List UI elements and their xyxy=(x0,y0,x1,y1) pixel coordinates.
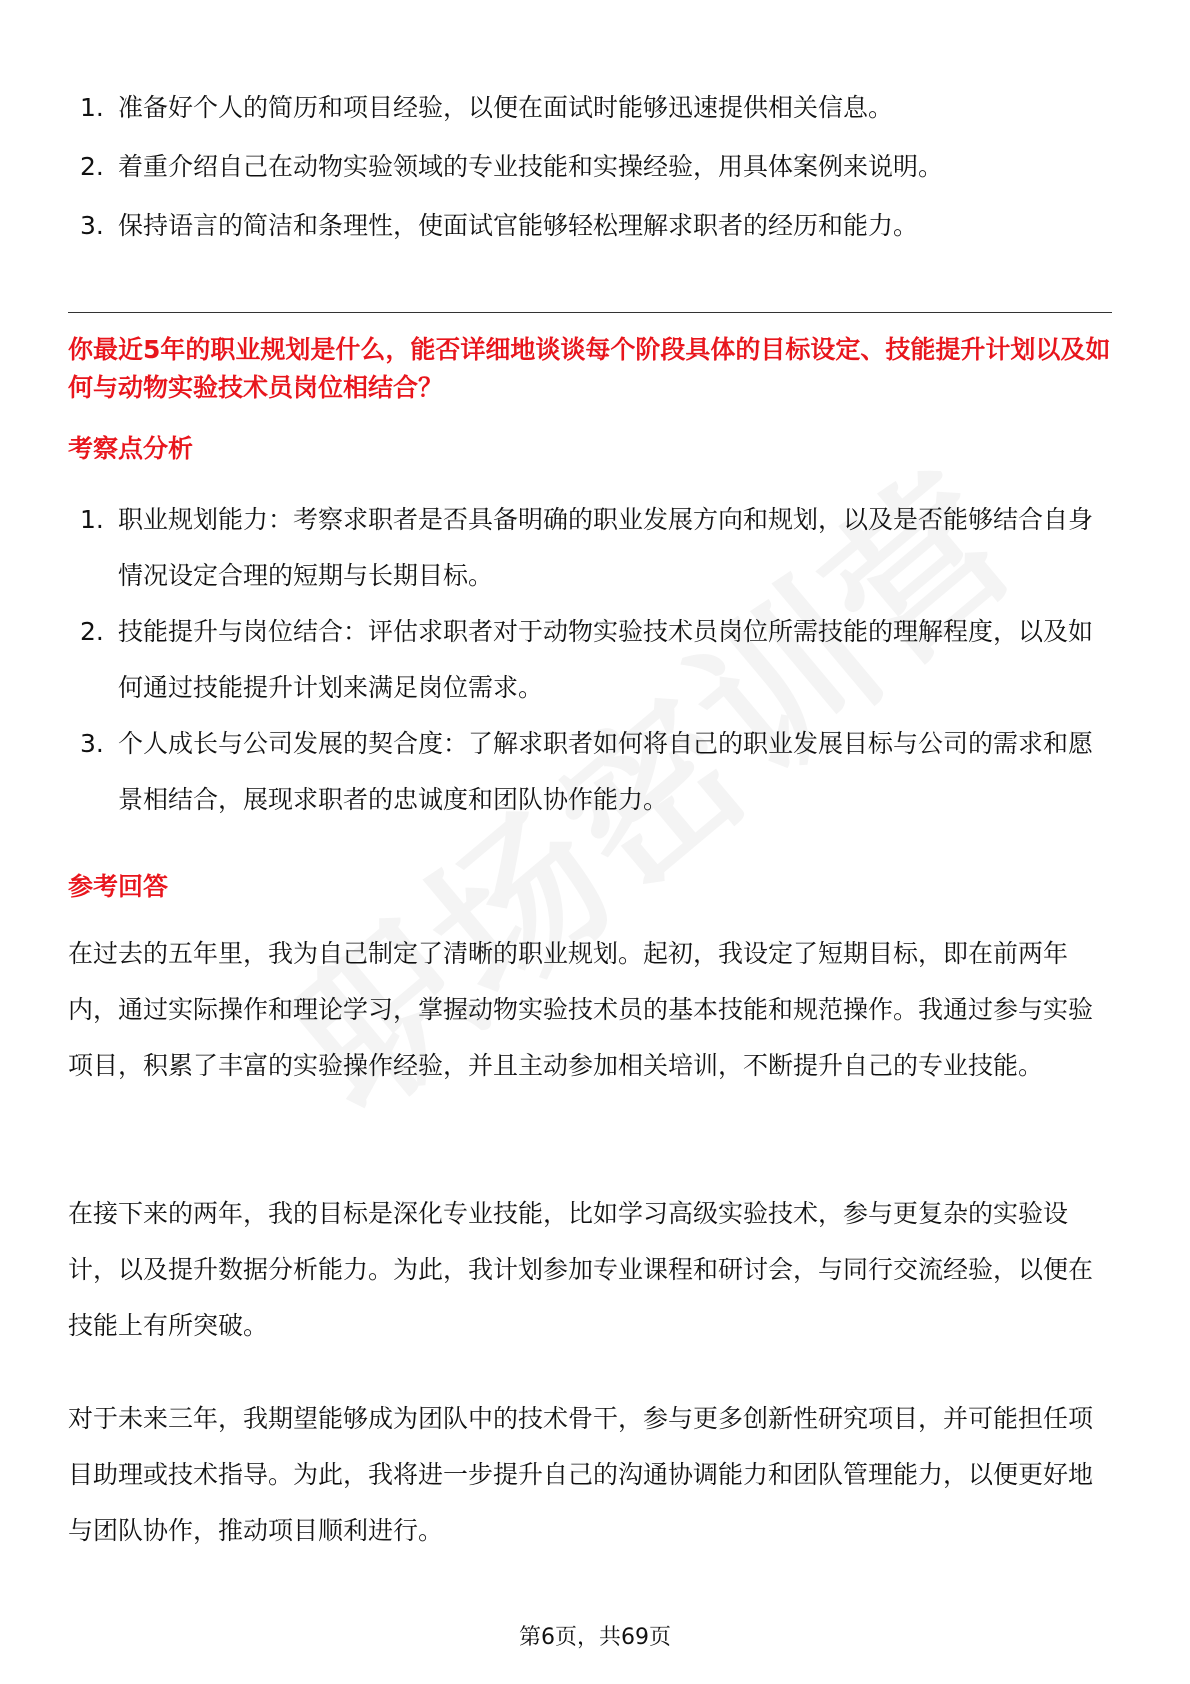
document-page xyxy=(68,0,1112,1684)
page-footer: 第6页，共69页 xyxy=(519,1625,671,1650)
list-text: 职业规划能力：考察求职者是否具备明确的职业发展方向和规划，以及是否能够结合自身情况设定合理的短期与长期目标。 xyxy=(118,505,1094,590)
list-item xyxy=(68,206,1112,246)
list-text: 保持语言的简洁和条理性，使面试官能够轻松理解求职者的经历和能力。 xyxy=(118,211,919,240)
list-item xyxy=(68,716,1112,828)
list-text: 个人成长与公司发展的契合度：了解求职者如何将自己的职业发展目标与公司的需求和愿景相结合，展现求职者的忠诚度和团队协作能力。 xyxy=(118,729,1094,814)
list-item xyxy=(68,492,1112,604)
list-text: 着重介绍自己在动物实验领域的专业技能和实操经验，用具体案例来说明。 xyxy=(118,152,944,181)
list-number: 3. xyxy=(80,211,104,240)
list-item xyxy=(68,88,1112,128)
analysis-heading: 考察点分析 xyxy=(68,434,194,463)
analysis-list xyxy=(68,492,1112,828)
list-item xyxy=(68,604,1112,716)
tips-list xyxy=(68,88,1112,265)
list-number: 3. xyxy=(80,729,104,758)
list-text: 准备好个人的简历和项目经验，以便在面试时能够迅速提供相关信息。 xyxy=(118,93,894,122)
list-number: 2. xyxy=(80,152,104,181)
list-item xyxy=(68,147,1112,187)
answer-paragraph: 在接下来的两年，我的目标是深化专业技能，比如学习高级实验技术，参与更复杂的实验设计，以及提升数据分析能力。为此，我计划参加专业课程和研讨会，与同行交流经验，以便在技能上有所突破。 xyxy=(68,1199,1094,1340)
list-number: 1. xyxy=(80,93,104,122)
section-divider xyxy=(68,312,1112,313)
list-number: 1. xyxy=(80,505,104,534)
answer-paragraph: 在过去的五年里，我为自己制定了清晰的职业规划。起初，我设定了短期目标，即在前两年内，通过实际操作和理论学习，掌握动物实验技术员的基本技能和规范操作。我通过参与实验项目，积累了丰富的实验操作经验，并且主动参加相关培训，不断提升自己的专业技能。 xyxy=(68,939,1094,1080)
list-number: 2. xyxy=(80,617,104,646)
question-heading: 你最近5年的职业规划是什么，能否详细地谈谈每个阶段具体的目标设定、技能提升计划以及如何与动物实验技术员岗位相结合？ xyxy=(68,335,1111,402)
answer-heading: 参考回答 xyxy=(68,872,169,901)
answer-paragraph: 对于未来三年，我期望能够成为团队中的技术骨干，参与更多创新性研究项目，并可能担任项目助理或技术指导。为此，我将进一步提升自己的沟通协调能力和团队管理能力，以便更好地与团队协作，推动项目顺利进行。 xyxy=(68,1404,1094,1545)
list-text: 技能提升与岗位结合：评估求职者对于动物实验技术员岗位所需技能的理解程度，以及如何通过技能提升计划来满足岗位需求。 xyxy=(118,617,1094,702)
